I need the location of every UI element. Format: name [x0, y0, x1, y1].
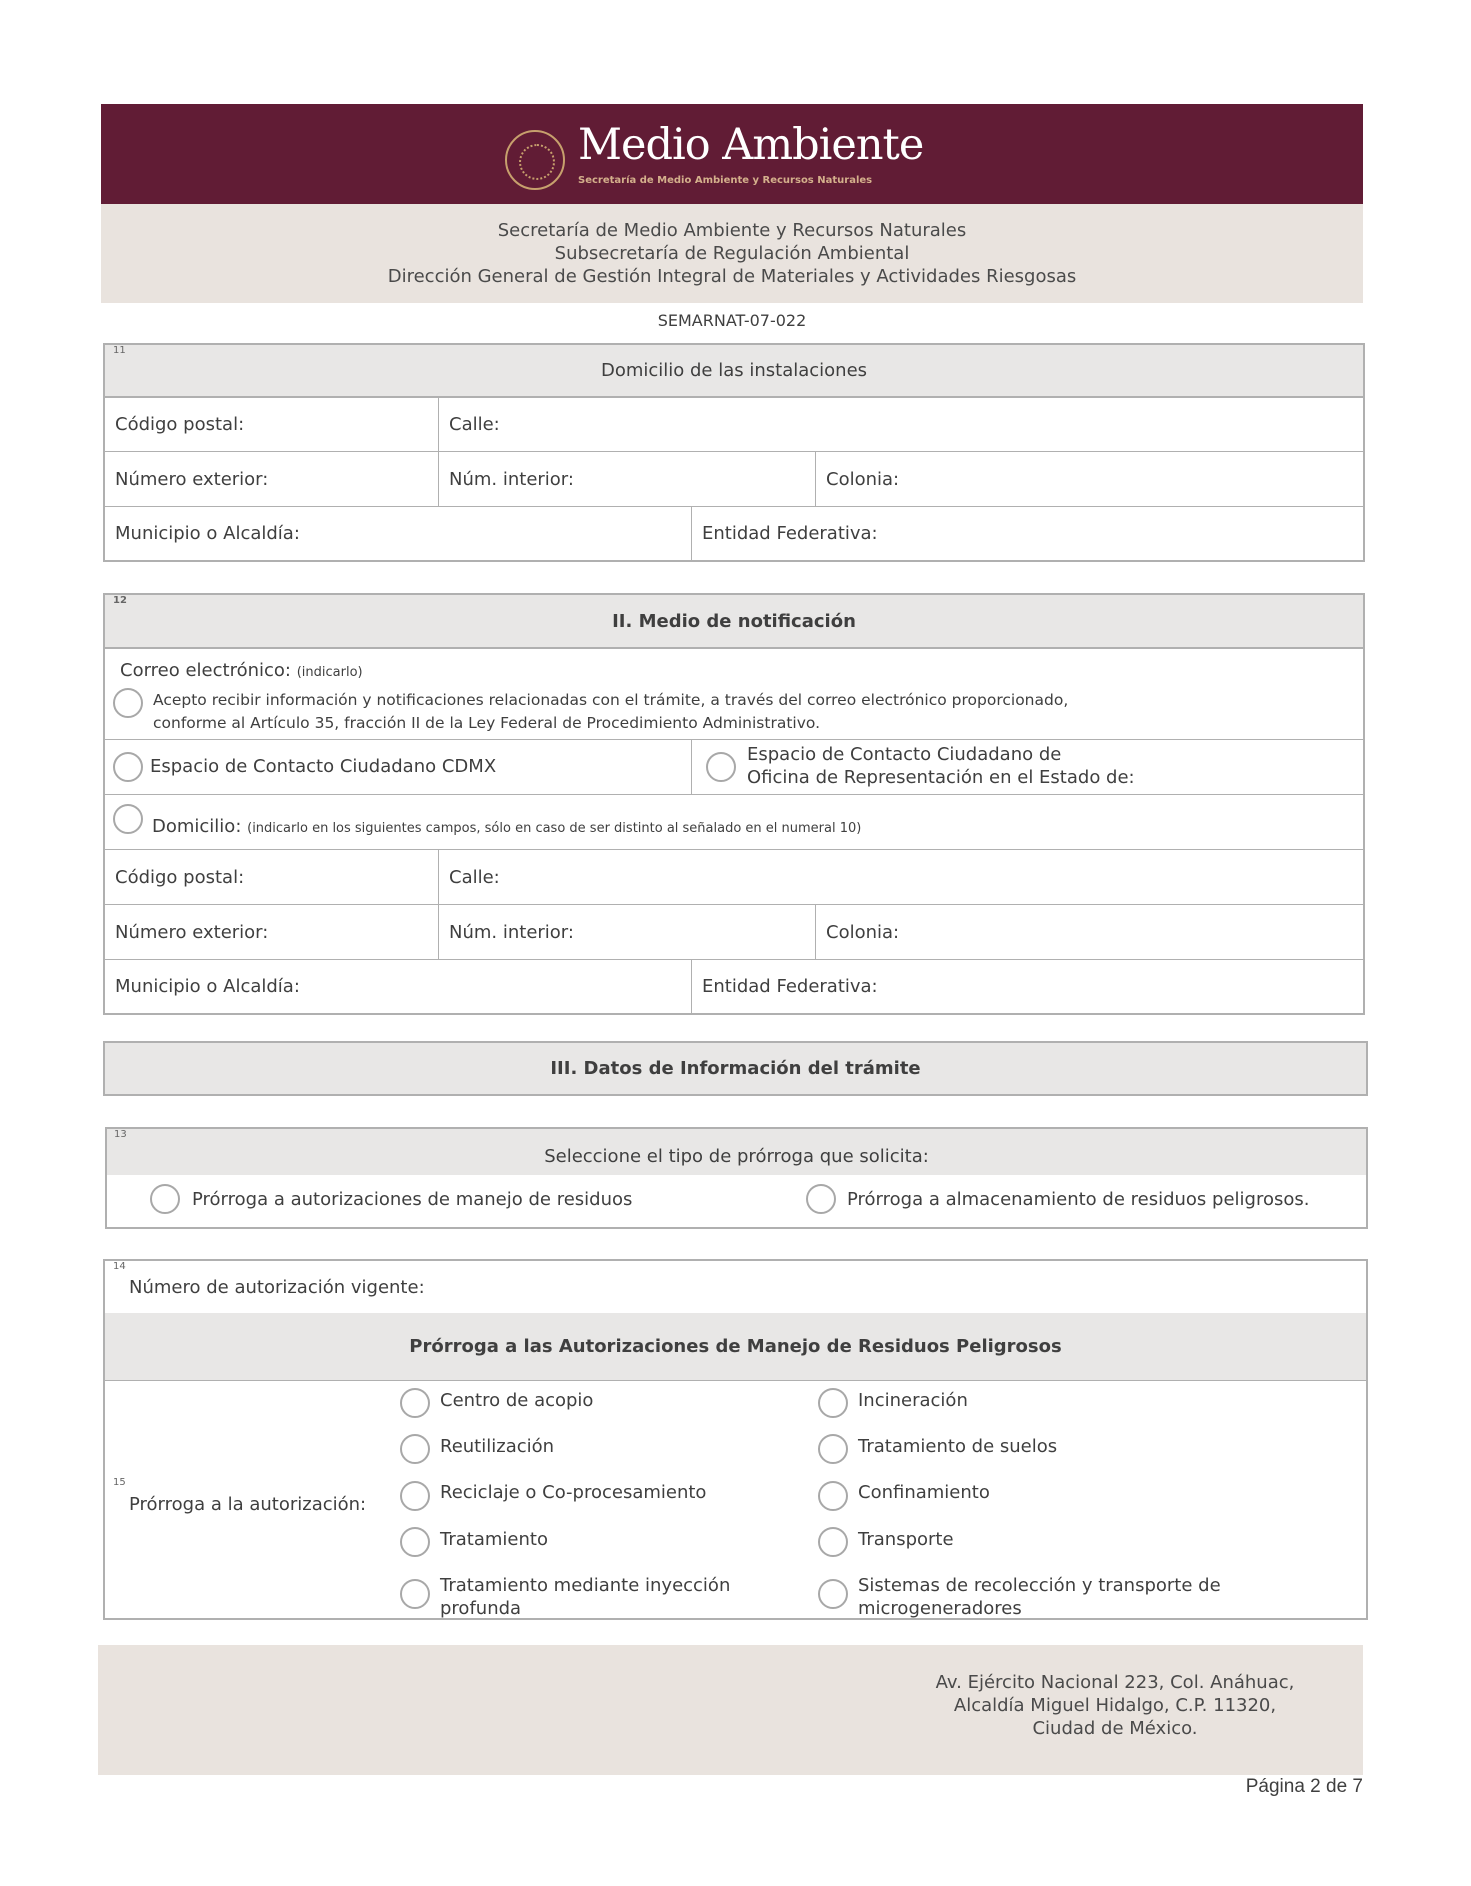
- page-number: Página 2 de 7: [1245, 1776, 1363, 1797]
- reutilizacion-label: Reutilización: [440, 1436, 555, 1457]
- tratamiento-suelos-label: Tratamiento de suelos: [858, 1436, 1058, 1457]
- calle-field[interactable]: Calle:: [438, 397, 1365, 452]
- subagency-line: Subsecretaría de Regulación Ambiental: [554, 243, 910, 264]
- espacio-cdmx-radio[interactable]: [113, 752, 143, 782]
- section-11-header: [103, 343, 1365, 398]
- agency-line: Secretaría de Medio Ambiente y Recursos Naturales: [497, 220, 967, 241]
- incineracion-radio[interactable]: [818, 1388, 848, 1418]
- microgeneradores-label: Sistemas de recolección y transporte de microgeneradores: [858, 1575, 1221, 1619]
- numero-exterior-field[interactable]: Número exterior:: [103, 451, 439, 507]
- correo-label: Correo electrónico: (indicarlo): [120, 660, 363, 681]
- notif-codigo-postal-field[interactable]: Código postal:: [103, 849, 439, 905]
- section-11-title: Domicilio de las instalaciones: [600, 360, 868, 381]
- section-13-number: 13: [114, 1129, 127, 1140]
- section-12-number: 12: [113, 595, 127, 606]
- notif-colonia-field[interactable]: Colonia:: [815, 904, 1365, 960]
- notif-calle-field[interactable]: Calle:: [438, 849, 1365, 905]
- reutilizacion-radio[interactable]: [400, 1434, 430, 1464]
- inyeccion-profunda-label: Tratamiento mediante inyección profunda: [440, 1575, 731, 1619]
- colonia-field[interactable]: Colonia:: [815, 451, 1365, 507]
- espacio-estado-radio[interactable]: [706, 752, 736, 782]
- municipio-field[interactable]: Municipio o Alcaldía:: [103, 506, 692, 562]
- section-15-number: 15: [113, 1477, 126, 1488]
- notif-municipio-field[interactable]: Municipio o Alcaldía:: [103, 959, 692, 1015]
- reciclaje-radio[interactable]: [400, 1481, 430, 1511]
- notif-numero-exterior-field[interactable]: Número exterior:: [103, 904, 439, 960]
- tratamiento-suelos-radio[interactable]: [818, 1434, 848, 1464]
- section-3-title: III. Datos de Información del trámite: [550, 1058, 921, 1079]
- acepto-radio[interactable]: [113, 688, 143, 718]
- section-11-number: 11: [113, 345, 126, 356]
- tratamiento-label: Tratamiento: [440, 1529, 548, 1550]
- section-13-title: Seleccione el tipo de prórroga que solicita:: [544, 1146, 929, 1167]
- option-manejo-residuos-radio[interactable]: [150, 1184, 180, 1214]
- brand-subtitle: Secretaría de Medio Ambiente y Recursos Naturales: [578, 175, 873, 186]
- national-seal-icon: [505, 130, 565, 190]
- centro-acopio-radio[interactable]: [400, 1388, 430, 1418]
- transporte-radio[interactable]: [818, 1527, 848, 1557]
- section-13-header: [105, 1127, 1368, 1177]
- section-14-number: 14: [113, 1261, 126, 1272]
- prorroga-autorizacion-label: Prórroga a la autorización:: [129, 1494, 367, 1515]
- section-12-title: II. Medio de notificación: [612, 610, 856, 632]
- inyeccion-profunda-radio[interactable]: [400, 1579, 430, 1609]
- entidad-field[interactable]: Entidad Federativa:: [691, 506, 1365, 562]
- form-code: SEMARNAT-07-022: [657, 311, 807, 330]
- codigo-postal-field[interactable]: Código postal:: [103, 397, 439, 452]
- espacio-estado-label: Espacio de Contacto Ciudadano de Oficina de Representación en el Estado de:: [747, 744, 1135, 788]
- notif-entidad-field[interactable]: Entidad Federativa:: [691, 959, 1365, 1015]
- domicilio-label: Domicilio: (indicarlo en los siguientes campos, sólo en caso de ser distinto al señalado en el numeral 10): [152, 816, 862, 837]
- direction-line: Dirección General de Gestión Integral de Materiales y Actividades Riesgosas: [387, 266, 1077, 287]
- confinamiento-radio[interactable]: [818, 1481, 848, 1511]
- section-14-subheader: [103, 1313, 1368, 1382]
- espacio-cdmx-label: Espacio de Contacto Ciudadano CDMX: [150, 756, 497, 777]
- option-manejo-residuos-label: Prórroga a autorizaciones de manejo de residuos: [192, 1189, 633, 1210]
- centro-acopio-label: Centro de acopio: [440, 1390, 594, 1411]
- acepto-text: Acepto recibir información y notificaciones relacionadas con el trámite, a través del correo electrónico proporcionado, conforme al Artículo 35, fracción II de la Ley Federal de Procedimiento Administrativo.: [153, 691, 1069, 732]
- section-14-subheader-title: Prórroga a las Autorizaciones de Manejo de Residuos Peligrosos: [409, 1336, 1062, 1357]
- tratamiento-radio[interactable]: [400, 1527, 430, 1557]
- notif-num-interior-field[interactable]: Núm. interior:: [438, 904, 816, 960]
- confinamiento-label: Confinamiento: [858, 1482, 990, 1503]
- section-12-header: [103, 593, 1365, 649]
- incineracion-label: Incineración: [858, 1390, 968, 1411]
- brand-title: Medio Ambiente: [578, 120, 924, 170]
- reciclaje-label: Reciclaje o Co-procesamiento: [440, 1482, 707, 1503]
- section-3-header: [103, 1041, 1368, 1096]
- numero-autorizacion-label: Número de autorización vigente:: [129, 1277, 425, 1298]
- option-almacenamiento-label: Prórroga a almacenamiento de residuos peligrosos.: [847, 1189, 1310, 1210]
- option-almacenamiento-radio[interactable]: [806, 1184, 836, 1214]
- domicilio-hint: (indicarlo en los siguientes campos, sólo en caso de ser distinto al señalado en el numeral 10): [247, 821, 862, 836]
- domicilio-radio[interactable]: [113, 804, 143, 834]
- num-interior-field[interactable]: Núm. interior:: [438, 451, 816, 507]
- transporte-label: Transporte: [858, 1529, 954, 1550]
- footer-address: Av. Ejército Nacional 223, Col. Anáhuac, Alcaldía Miguel Hidalgo, C.P. 11320, Ciudad de México.: [935, 1672, 1295, 1739]
- microgeneradores-radio[interactable]: [818, 1579, 848, 1609]
- correo-hint: (indicarlo): [296, 665, 363, 680]
